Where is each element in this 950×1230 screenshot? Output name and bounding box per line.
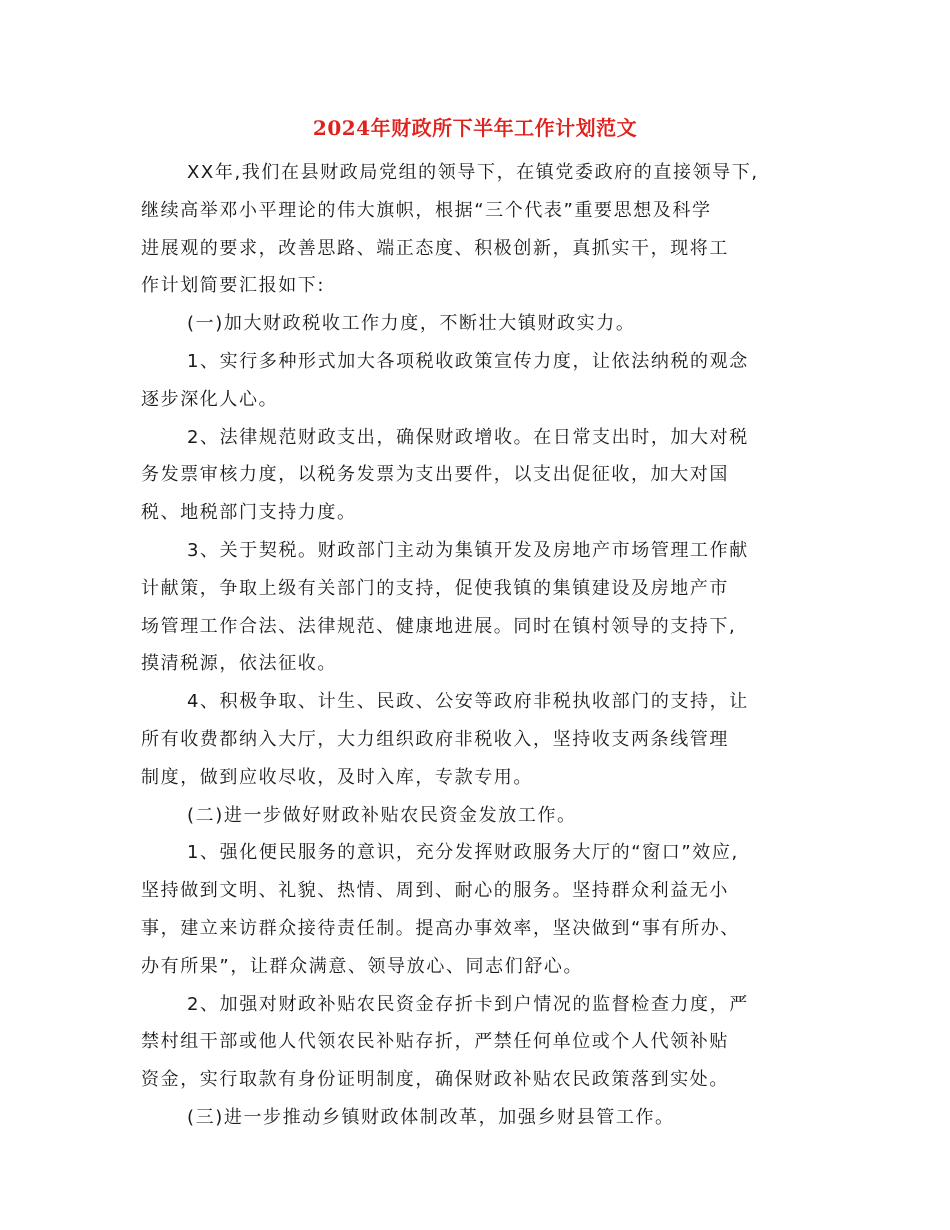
paragraph-line: 办有所果”，让群众满意、领导放心、同志们舒心。	[141, 955, 584, 977]
document-title: 2024年财政所下半年工作计划范文	[312, 116, 638, 140]
section-heading-line: (三)进一步推动乡镇财政体制改革，加强乡财县管工作。	[187, 1106, 675, 1128]
paragraph-line: 1、强化便民服务的意识，充分发挥财政服务大厅的“窗口”效应,	[187, 842, 739, 864]
paragraph-line: 务发票审核力度，以税务发票为支出要件，以支出促征收，加大对国	[141, 464, 729, 486]
paragraph-line: 计献策，争取上级有关部门的支持，促使我镇的集镇建设及房地产市	[141, 577, 729, 599]
paragraph-line: 2、法律规范财政支出，确保财政增收。在日常支出时，加大对税	[187, 426, 749, 448]
section-heading-line: (一)加大财政税收工作力度，不断壮大镇财政实力。	[187, 313, 636, 335]
paragraph-line: 继续高举邓小平理论的伟大旗帜，根据“三个代表”重要思想及科学	[141, 199, 712, 221]
paragraph-line: 制度，做到应收尽收，及时入库，专款专用。	[141, 766, 533, 788]
paragraph-line: 4、积极争取、计生、民政、公安等政府非税执收部门的支持，让	[187, 691, 749, 713]
paragraph-line: XX年,我们在县财政局党组的领导下，在镇党委政府的直接领导下,	[187, 162, 759, 183]
paragraph-line: 所有收费都纳入大厅，大力组织政府非税收入，坚持收支两条线管理	[141, 728, 729, 750]
document-body	[141, 154, 831, 1137]
paragraph-line: 事，建立来访群众接待责任制。提高办事效率，坚决做到“事有所办、	[141, 917, 740, 939]
paragraph-line: 3、关于契税。财政部门主动为集镇开发及房地产市场管理工作献	[187, 539, 749, 561]
paragraph-line: 摸清税源，依法征收。	[141, 653, 337, 675]
paragraph-line: 2、加强对财政补贴农民资金存折卡到户情况的监督检查力度，严	[187, 993, 749, 1015]
paragraph-line: 坚持做到文明、礼貌、热情、周到、耐心的服务。坚持群众利益无小	[141, 880, 729, 902]
section-heading-line: (二)进一步做好财政补贴农民资金发放工作。	[187, 804, 577, 826]
paragraph-line: 进展观的要求，改善思路、端正态度、积极创新，真抓实干，现将工	[141, 237, 729, 259]
paragraph-line: 税、地税部门支持力度。	[141, 502, 357, 524]
paragraph-line: 作计划简要汇报如下:	[141, 275, 326, 297]
paragraph-line: 禁村组干部或他人代领农民补贴存折，严禁任何单位或个人代领补贴	[141, 1031, 729, 1053]
paragraph-line: 场管理工作合法、法律规范、健康地进展。同时在镇村领导的支持下,	[141, 615, 737, 637]
paragraph-line: 1、实行多种形式加大各项税收政策宣传力度，让依法纳税的观念	[187, 350, 749, 372]
paragraph-line: 资金，实行取款有身份证明制度，确保财政补贴农民政策落到实处。	[141, 1069, 729, 1091]
paragraph-line: 逐步深化人心。	[141, 388, 279, 410]
